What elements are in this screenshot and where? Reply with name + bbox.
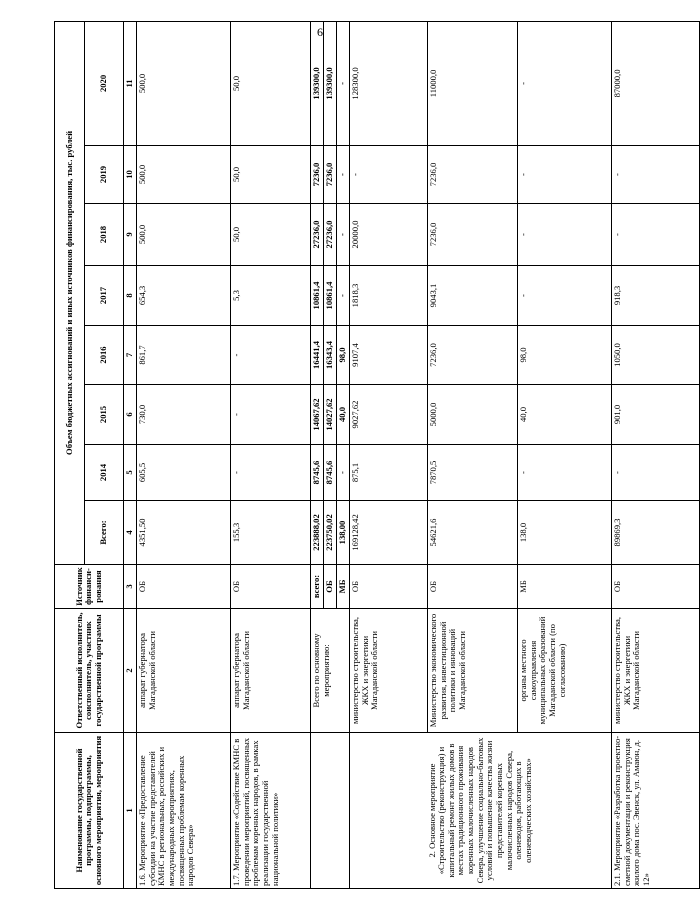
main-event-name: 2. Основное мероприятие «Строительство (реконструкция) и капитальный ремонт жилых домов в местах традиционного проживания коренных малочисленных народов Севера, улучшение социально-бытовых условий и повышение качества жизни представителей коренных малочисленных народов Севера, оленеводов, работающих в оленеводческих хозяйствах»: [350, 733, 612, 889]
header-source: Источник финанси-рования: [55, 565, 124, 609]
cell-value: 50,0: [231, 146, 311, 204]
cell-value: 139300,0: [311, 21, 324, 145]
cell-value: 27236,0: [324, 204, 337, 266]
cell-total: 155,3: [231, 501, 311, 565]
column-index: 6: [124, 385, 137, 445]
column-index: 2: [124, 609, 137, 733]
row-responsible: Министерство экономического развития, инвестиционной политики и инноваций Магаданской области: [428, 609, 518, 733]
cell-value: 50,0: [231, 21, 311, 145]
cell-value: -: [337, 204, 350, 266]
cell-value: 10861,4: [311, 266, 324, 326]
row-source: ОБ: [137, 565, 231, 609]
row-responsible: министерство строительства, ЖКХ и энергетики Магаданской области: [350, 609, 428, 733]
header-year: 2020: [85, 21, 124, 145]
row-name: 1.7. Мероприятие «Содействие КМНС в проведении мероприятий, посвященных проблемам коренных народов, в рамках реализации государственной национальной политики»: [231, 733, 311, 889]
header-responsible: Ответственный исполнитель, соисполнитель, участник государственной программы: [55, 609, 124, 733]
cell-value: 10861,4: [324, 266, 337, 326]
column-index: 5: [124, 445, 137, 501]
cell-value: -: [337, 445, 350, 501]
header-year: 2017: [85, 266, 124, 326]
cell-value: 11000,0: [428, 21, 518, 145]
table-row: [231, 21, 311, 888]
cell-value: 8745,6: [311, 445, 324, 501]
cell-value: 14067,62: [311, 385, 324, 445]
column-index: 7: [124, 326, 137, 385]
row-responsible: аппарат губернатора Магаданской области: [137, 609, 231, 733]
cell-value: 1818,3: [350, 266, 428, 326]
cell-value: -: [518, 146, 612, 204]
row-source: ОБ: [231, 565, 311, 609]
row-responsible: аппарат губернатора Магаданской области: [231, 609, 311, 733]
cell-value: 40,0: [518, 385, 612, 445]
subtotal-row: [311, 21, 324, 888]
cell-total: 4351,50: [137, 501, 231, 565]
column-index: 10: [124, 146, 137, 204]
cell-total: 138,0: [518, 501, 612, 565]
cell-value: 605,5: [137, 445, 231, 501]
cell-value: -: [518, 266, 612, 326]
cell-value: -: [231, 385, 311, 445]
row-source: ОБ: [612, 565, 700, 609]
row-responsible: министерство строительства, ЖКХ и энергетики Магаданской области: [612, 609, 700, 733]
cell-value: 5,3: [231, 266, 311, 326]
cell-value: 500,0: [137, 146, 231, 204]
cell-total: 169128,42: [350, 501, 428, 565]
row-source: ОБ: [428, 565, 518, 609]
header-year: 2016: [85, 326, 124, 385]
cell-total: 89869,3: [612, 501, 700, 565]
cell-value: 9043,1: [428, 266, 518, 326]
header-year: 2018: [85, 204, 124, 266]
cell-value: -: [518, 21, 612, 145]
subtotal-blank: [311, 733, 350, 889]
header-year: 2019: [85, 146, 124, 204]
cell-value: -: [518, 445, 612, 501]
cell-value: 9027,62: [350, 385, 428, 445]
cell-value: 98,0: [337, 326, 350, 385]
cell-value: 901,0: [612, 385, 700, 445]
cell-value: 918,3: [612, 266, 700, 326]
cell-value: 128300,0: [350, 21, 428, 145]
cell-total: 138,00: [337, 501, 350, 565]
header-total: Всего:: [85, 501, 124, 565]
cell-value: 98,0: [518, 326, 612, 385]
cell-value: 27236,0: [311, 204, 324, 266]
cell-total: 223750,02: [324, 501, 337, 565]
header-year: 2015: [85, 385, 124, 445]
header-year: 2014: [85, 445, 124, 501]
cell-total: 223888,02: [311, 501, 324, 565]
page-number: 6: [317, 25, 323, 39]
cell-value: 730,0: [137, 385, 231, 445]
cell-value: 5000,0: [428, 385, 518, 445]
cell-value: 40,0: [337, 385, 350, 445]
cell-value: 7236,0: [428, 146, 518, 204]
subtotal-label: Всего по основному мероприятию:: [311, 609, 350, 733]
row-source: ОБ: [350, 565, 428, 609]
row-source: всего:: [311, 565, 324, 609]
column-index: 4: [124, 501, 137, 565]
cell-value: 7236,0: [428, 326, 518, 385]
cell-value: 7236,0: [311, 146, 324, 204]
cell-value: -: [350, 146, 428, 204]
cell-value: 9107,4: [350, 326, 428, 385]
budget-table: [54, 21, 700, 889]
cell-value: 7236,0: [324, 146, 337, 204]
cell-value: 7870,5: [428, 445, 518, 501]
cell-value: -: [337, 146, 350, 204]
cell-value: -: [231, 445, 311, 501]
cell-value: -: [612, 445, 700, 501]
column-index: 1: [124, 733, 137, 889]
header-funding-group: Объем бюджетных ассигнований и иных источников финансирования, тыс. рублей: [55, 21, 85, 564]
column-index-row: [124, 21, 137, 888]
cell-value: 7236,0: [428, 204, 518, 266]
cell-value: 87000,0: [612, 21, 700, 145]
cell-value: 500,0: [137, 204, 231, 266]
cell-value: -: [612, 146, 700, 204]
cell-value: -: [231, 326, 311, 385]
cell-value: 1050,0: [612, 326, 700, 385]
cell-value: -: [337, 266, 350, 326]
cell-value: 20000,0: [350, 204, 428, 266]
cell-value: 16343,4: [324, 326, 337, 385]
column-index: 3: [124, 565, 137, 609]
cell-value: 16441,4: [311, 326, 324, 385]
header-name: Наименование государственной программы, подпрограммы, основного мероприятия, мероприятия: [55, 733, 124, 889]
row-name: 1.6. Мероприятие «Предоставление субсидии на участие представителей КМНС в региональных, российских и международных мероприятиях, посвященных проблемам коренных народов Севера»: [137, 733, 231, 889]
cell-value: 654,3: [137, 266, 231, 326]
row-source: МБ: [518, 565, 612, 609]
budget-table-landscape: [54, 22, 651, 889]
row-responsible: органы местного самоуправления муниципальных образований Магаданской области (по согласованию): [518, 609, 612, 733]
cell-value: 14027,62: [324, 385, 337, 445]
cell-value: 139300,0: [324, 21, 337, 145]
cell-value: -: [518, 204, 612, 266]
row-name: 2.1. Мероприятие «Разработка проектно-сметной документации и реконструкция жилого дома пос. Эвенск, ул. Амаюн, д. 12»: [612, 733, 700, 889]
cell-value: 8745,6: [324, 445, 337, 501]
cell-value: 861,7: [137, 326, 231, 385]
table-row: [137, 21, 231, 888]
column-index: 9: [124, 204, 137, 266]
column-index: 11: [124, 21, 137, 145]
table-row: [350, 21, 428, 888]
row-source: ОБ: [324, 565, 337, 609]
cell-value: 50,0: [231, 204, 311, 266]
row-source: МБ: [337, 565, 350, 609]
column-index: 8: [124, 266, 137, 326]
cell-value: -: [337, 21, 350, 145]
table-row: [612, 21, 700, 888]
cell-value: 875,1: [350, 445, 428, 501]
cell-value: -: [612, 204, 700, 266]
cell-value: 500,0: [137, 21, 231, 145]
rotated-table-area: [54, 22, 651, 889]
cell-total: 54621,6: [428, 501, 518, 565]
